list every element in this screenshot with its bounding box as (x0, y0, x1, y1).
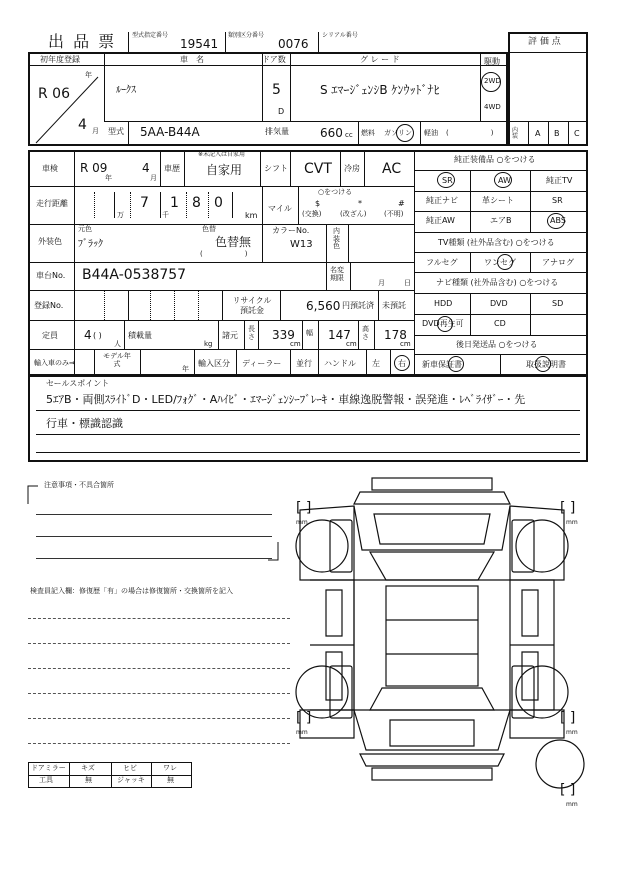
legend-tools: 工具 (39, 776, 53, 784)
shift-value: CVT (304, 161, 332, 177)
tv-analog: アナログ (542, 258, 574, 267)
length-label: 長さ (248, 325, 255, 342)
bracket-front-left: [ ] (296, 500, 312, 516)
later-warranty: 新車保証書 (422, 360, 462, 369)
exchanged-symbol: $ (315, 199, 321, 208)
mm-spare: mm (566, 801, 578, 808)
bracket-front-right: [ ] (560, 500, 576, 516)
legend-door-mirror: ドアミラー (31, 764, 66, 772)
navi-cd: CD (494, 319, 506, 328)
navi-label: ナビ種類 (社外品含む) ○をつける (436, 278, 559, 287)
katashiki-label: 型式指定番号 (132, 32, 169, 39)
mileage-sen: 千 (162, 211, 169, 219)
mileage-digit: 7 (140, 195, 149, 211)
tv-fullseg: フルセグ (426, 258, 458, 267)
tampered-label: (改ざん) (340, 210, 367, 218)
recycle-suffix: 円預託済 (342, 301, 374, 310)
recycle-unpaid: 未預託 (382, 301, 406, 310)
sales-line-2: 行車・標識認識 (46, 417, 123, 430)
height-label: 高さ (362, 325, 369, 342)
ruibetsu-label: 類別区分番号 (228, 32, 265, 39)
legend-scratch: キズ (81, 764, 95, 772)
score-label: 評 価 点 (528, 37, 561, 47)
mark-label: ○をつける (318, 188, 353, 196)
opt-genuine-aw: 純正AW (426, 216, 455, 225)
load-unit: kg (204, 340, 213, 348)
interior-a: A (535, 129, 541, 138)
model-label: 型式 (108, 127, 124, 136)
tv-oneseg-circle (497, 254, 513, 270)
page-title: 出 品 票 (48, 32, 117, 51)
inspector-label: 検査員記入欄：修復歴「有」の場合は修復箇所・交換箇所を記入 (30, 587, 233, 595)
unknown-symbol: # (398, 199, 405, 208)
opt-genuine-navi: 純正ナビ (426, 196, 458, 205)
mileage-km: km (245, 211, 258, 220)
fuel-diesel: 軽油 (424, 129, 438, 137)
interior-color-label: 内装色 (333, 227, 340, 251)
fuel-label: 燃料 (361, 129, 375, 137)
bracket-spare: [ ] (560, 782, 576, 798)
bracket-rear-left: [ ] (296, 710, 312, 726)
cc-unit: cc (345, 131, 353, 139)
fuel-gasoline: ガソリン (384, 129, 412, 137)
opt-aw-circle (494, 172, 512, 188)
later-manual: 取扱説明書 (526, 360, 566, 369)
interior-c: C (574, 129, 580, 138)
shift-label: シフト (264, 164, 288, 173)
opt-abs: ABS (550, 216, 566, 225)
later-manual-circle (535, 356, 551, 372)
opt-leather: 革シート (482, 196, 514, 205)
name-change-day: 日 (404, 279, 411, 287)
year-unit: 年 (85, 71, 92, 79)
ruibetsu-value: 0076 (278, 37, 309, 51)
opt-sr: SR (552, 196, 563, 205)
unknown-label: (不明) (384, 210, 404, 218)
opt-genuine-tv: 純正TV (546, 176, 573, 185)
chassis-label: 車台No. (36, 271, 66, 280)
mileage-label: 走行距離 (36, 199, 68, 208)
tv-label: TV種類 (社外品含む) ○をつける (438, 238, 555, 247)
handle-right: 右 (398, 359, 406, 368)
katashiki-value: 19541 (180, 37, 219, 51)
import-parallel: 並行 (296, 359, 312, 368)
fuel-other: ( ) (446, 129, 494, 137)
serial-label: シリアル番号 (322, 32, 358, 39)
later-warranty-circle (448, 356, 464, 372)
capacity-unit: 人 (114, 340, 121, 348)
handle-label: ハンドル (324, 359, 356, 368)
month-unit: 月 (92, 127, 99, 135)
mileage-digit: 0 (214, 195, 223, 211)
load-label: 積載量 (128, 331, 152, 340)
height-cm: cm (400, 340, 411, 348)
legend-break: ワレ (163, 764, 177, 772)
mileage-man: 万 (117, 211, 124, 219)
car-name-label: 車 名 (180, 55, 204, 64)
import-dealer: ディーラー (242, 359, 282, 368)
recycle-value: 6,560 (306, 299, 341, 313)
mm-front-left: mm (296, 519, 308, 526)
history-note: ※未記入は自家用 (198, 151, 246, 158)
height-value: 178 (384, 328, 407, 342)
shaken-month: 4 (142, 161, 150, 175)
name-change-month: 月 (378, 279, 385, 287)
later-label: 後日発送品 ○をつける (456, 340, 538, 349)
recycle-label: リサイクル預託金 (232, 296, 272, 315)
navi-dvd-play-circle (437, 316, 453, 332)
caution-bracket (26, 481, 290, 564)
capacity-paren: ( ) (93, 331, 102, 340)
drive-2wd-circle (481, 72, 501, 92)
width-cm: cm (346, 340, 357, 348)
shaken-year: R 09 (80, 161, 108, 175)
history-label: 車歴 (164, 164, 180, 173)
chassis-value: B44A-0538757 (82, 267, 187, 283)
interior-b: B (554, 129, 560, 138)
import-label: 輸入車のみ⇒ (34, 359, 75, 367)
legend-jack: ジャッキ (117, 776, 145, 784)
mm-rear-left: mm (296, 729, 308, 736)
first-reg-era: R 06 (38, 86, 70, 102)
fuel-circle (396, 124, 414, 142)
handle-right-circle (394, 355, 410, 371)
tv-oneseg: ワンセグ (484, 258, 516, 267)
first-reg-label: 初年度登録 (40, 55, 80, 64)
model-year-label: モデル年式 (103, 352, 131, 369)
legend-jack-value: 無 (167, 776, 174, 784)
drive-2wd: 2WD (484, 77, 501, 85)
first-reg-month: 4 (78, 117, 87, 133)
doors-label: ドア数 (262, 55, 286, 64)
reg-no-label: 登録No. (34, 301, 64, 310)
navi-sd: SD (552, 299, 564, 308)
model-value: 5AA-B44A (140, 125, 200, 139)
ac-value: AC (382, 161, 402, 177)
mileage-digit: 8 (192, 195, 201, 211)
shaken-label: 車検 (42, 164, 58, 173)
capacity-label: 定員 (42, 331, 58, 340)
color-label: 外装色 (38, 237, 62, 246)
grade-label: グ レ ー ド (360, 55, 400, 64)
navi-hdd: HDD (434, 299, 453, 308)
color-no: W13 (290, 239, 313, 250)
width-value: 147 (328, 328, 351, 342)
door-type: D (278, 107, 285, 116)
width-label: 幅 (306, 329, 313, 337)
sales-label: セールスポイント (46, 379, 110, 388)
sales-line-1: 5ｴｱB・両側ｽﾗｲﾄﾞD・LED/ﾌｫｸﾞ・Aﾊｲﾋﾞ・ｴﾏｰｼﾞｪﾝｼｰﾌﾞﾚｰｷ・車線逸脱警報・誤発進・ﾚﾍﾞﾗｲｻﾞｰ・先 (46, 393, 526, 406)
exchanged-label: (交換) (302, 210, 322, 218)
legend-crack: ヒビ (123, 764, 137, 772)
opt-aw: AW (498, 176, 511, 185)
shaken-year-unit: 年 (105, 174, 112, 182)
name-change-label: 名変期限 (330, 266, 344, 283)
length-cm: cm (290, 340, 301, 348)
displacement-label: 排気量 (265, 127, 289, 136)
legend-tools-value: 無 (85, 776, 92, 784)
mile-label: マイル (268, 204, 292, 213)
drive-label: 駆動 (484, 57, 500, 66)
door-count: 5 (272, 82, 281, 98)
handle-left: 左 (372, 359, 380, 368)
shaken-month-unit: 月 (150, 174, 157, 182)
drive-4wd: 4WD (484, 103, 501, 111)
orig-color: ﾌﾞﾗｯｸ (78, 239, 103, 250)
history-value: 自家用 (206, 163, 243, 177)
navi-dvd: DVD (490, 299, 508, 308)
navi-dvd-play: DVD再生可 (422, 319, 464, 328)
dim-label: 諸元 (222, 331, 238, 340)
car-diagram (290, 470, 600, 810)
caution-label: 注意事項・不具合箇所 (44, 481, 114, 489)
opt-airbag: エアB (490, 216, 512, 225)
color-no-label: カラーNo. (272, 226, 310, 235)
tampered-symbol: * (358, 199, 362, 208)
repaint-paren: ( ) (200, 250, 248, 258)
length-value: 339 (272, 328, 295, 342)
model-year-unit: 年 (182, 365, 189, 373)
repaint-value: 色替無 (215, 235, 252, 249)
car-name: ﾙｰｸｽ (116, 85, 136, 96)
orig-color-label: 元色 (78, 225, 92, 233)
capacity-value: 4 (84, 328, 92, 342)
ac-label: 冷房 (344, 164, 360, 173)
repaint-label: 色替 (202, 225, 216, 233)
bracket-rear-right: [ ] (560, 710, 576, 726)
import-type-label: 輸入区分 (198, 359, 230, 368)
opt-sunroof: SR (442, 176, 453, 185)
displacement-value: 660 (320, 126, 343, 140)
opt-abs-circle (547, 213, 565, 229)
options-label: 純正装備品 ○をつける (454, 155, 536, 164)
opt-sunroof-circle (437, 172, 455, 188)
mileage-digit: 1 (170, 195, 179, 211)
grade-value: S ｴﾏｰｼﾞｪﾝｼB ｹﾝｳｯﾄﾞﾅﾋ (320, 83, 440, 97)
mm-front-right: mm (566, 519, 578, 526)
interior-label: 内装 (512, 127, 519, 140)
legend-table (28, 762, 192, 788)
mm-rear-right: mm (566, 729, 578, 736)
